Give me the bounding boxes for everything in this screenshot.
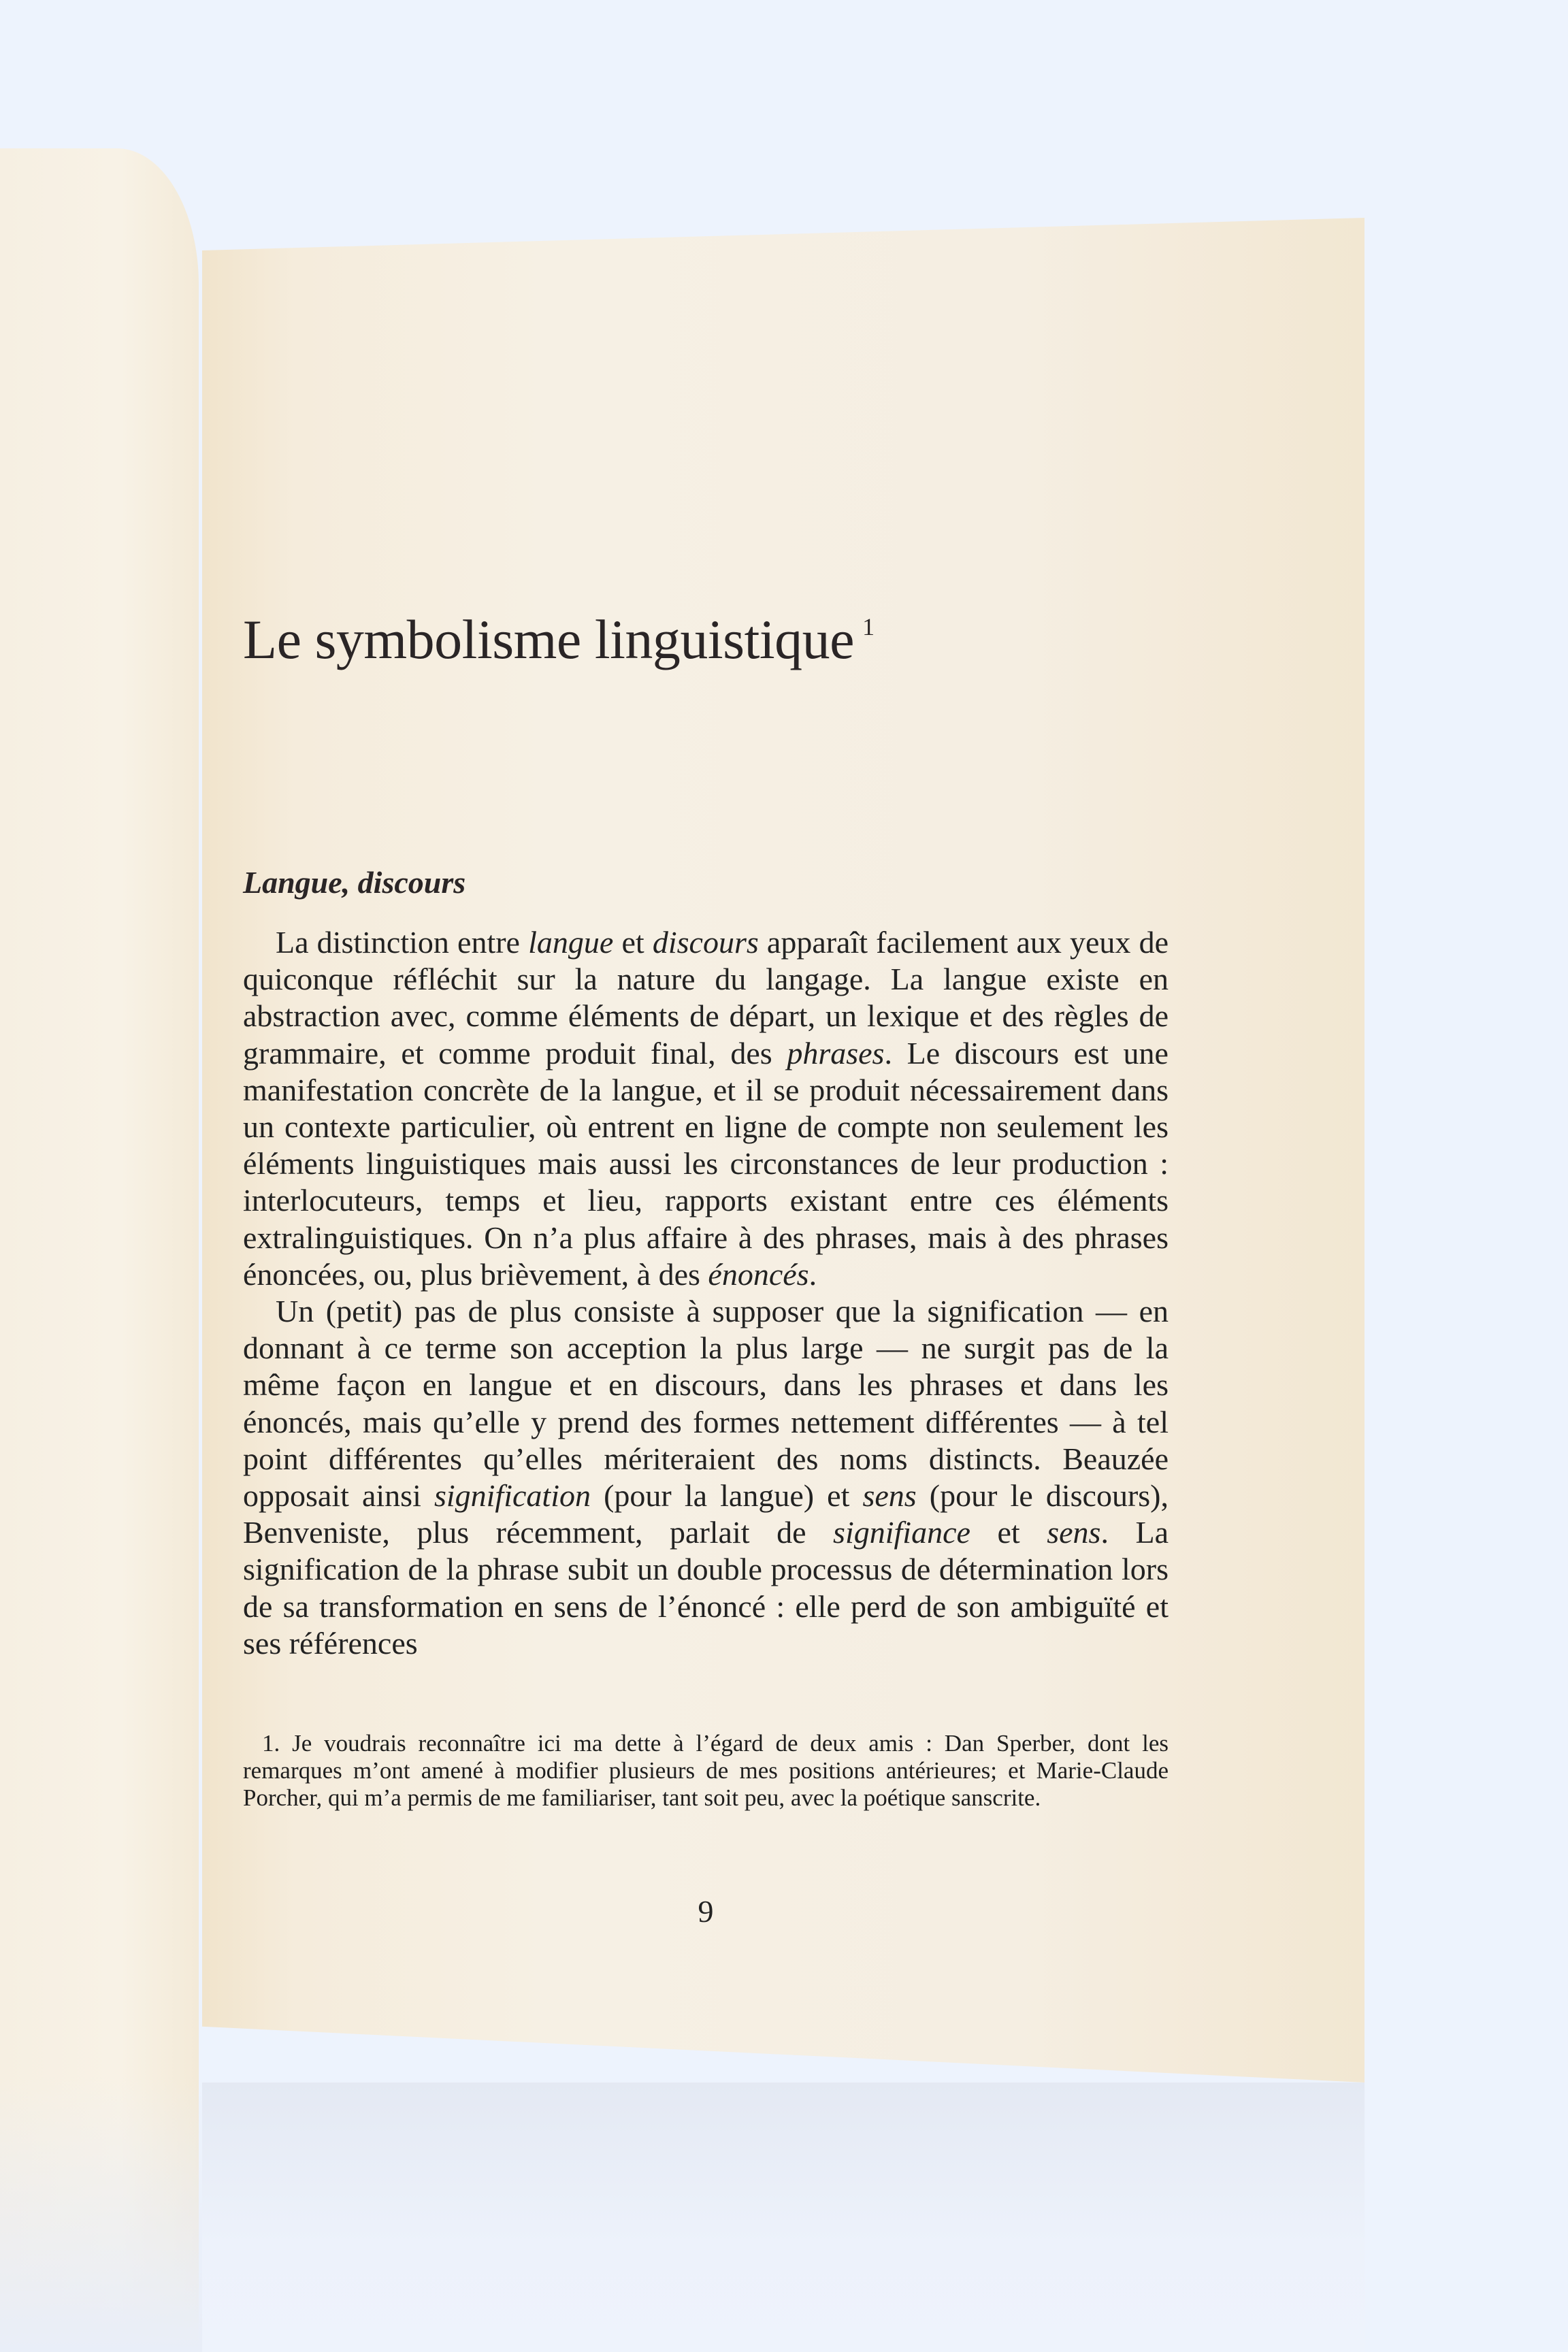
text-run: (pour la langue) et <box>590 1478 863 1514</box>
text-run: . La signification de la phrase subit un double processus de détermination lors de sa transformation en sens de l’énoncé : elle perd de son ambiguïté et ses références <box>243 1515 1169 1661</box>
text-run: La distinction entre <box>276 925 529 960</box>
text-run: et <box>970 1515 1047 1550</box>
text-run: . <box>808 1256 817 1292</box>
chapter-title <box>243 608 875 672</box>
italic-term: langue <box>528 925 614 960</box>
footnote-reference: 1 <box>862 612 875 640</box>
italic-term: phrases <box>787 1035 885 1071</box>
paragraph <box>243 924 1169 1293</box>
left-page-shadow <box>0 2076 218 2352</box>
italic-term: énoncés <box>708 1256 809 1292</box>
body-text <box>243 924 1169 1662</box>
text-run: . Le discours est une manifestation concrète de la langue, et il se produit nécessairement dans un contexte particulier, où entrent en ligne de compte non seulement les éléments linguistiques mais aussi les circonstances de leur production : interlocuteurs, temps et lieu, rapports existant entre ces éléments extralinguistiques. On n’a plus affaire à des phrases, mais à des phrases énoncées, ou, plus brièvement, à des <box>243 1035 1169 1292</box>
text-run: Un (petit) pas de plus consiste à supposer que la signification — en donnant à ce terme son acception la plus large — ne surgit pas de la même façon en langue et en discours, dans les phrases et dans les énoncés, mais qu’elle y prend des formes nettement différentes — à tel point différentes qu’elles mériteraient des noms distincts. Beauzée opposait ainsi <box>243 1294 1169 1514</box>
chapter-title-text: Le symbolisme linguistique <box>243 608 855 670</box>
text-run: (pour le discours), Benveniste, plus récemment, parlait de <box>243 1478 1169 1550</box>
footnote <box>243 1730 1169 1812</box>
italic-term: sens <box>862 1478 917 1514</box>
italic-term: sens <box>1047 1515 1101 1550</box>
page-shadow <box>202 2082 1365 2352</box>
italic-term: discours <box>652 925 759 960</box>
section-title: Langue, discours <box>243 865 466 900</box>
text-run: apparaît facilement aux yeux de quiconque réfléchit sur la nature du langage. La langue existe en abstraction avec, comme éléments de départ, un lexique et des règles de grammaire, et comme produit final, des <box>243 925 1169 1071</box>
facing-left-page <box>0 148 199 2352</box>
text-run: et <box>613 925 653 960</box>
italic-term: signification <box>434 1478 591 1514</box>
page-number: 9 <box>698 1894 714 1929</box>
italic-term: signifiance <box>833 1515 970 1550</box>
footnote-text: 1. Je voudrais reconnaître ici ma dette à l’égard de deux amis : Dan Sperber, dont les remarques m’ont amené à modifier plusieurs de mes positions antérieures; et Marie-Claude Porcher, qui m’a permis de me familiariser, tant soit peu, avec la poétique sanscrite. <box>243 1730 1169 1811</box>
paragraph <box>243 1293 1169 1662</box>
